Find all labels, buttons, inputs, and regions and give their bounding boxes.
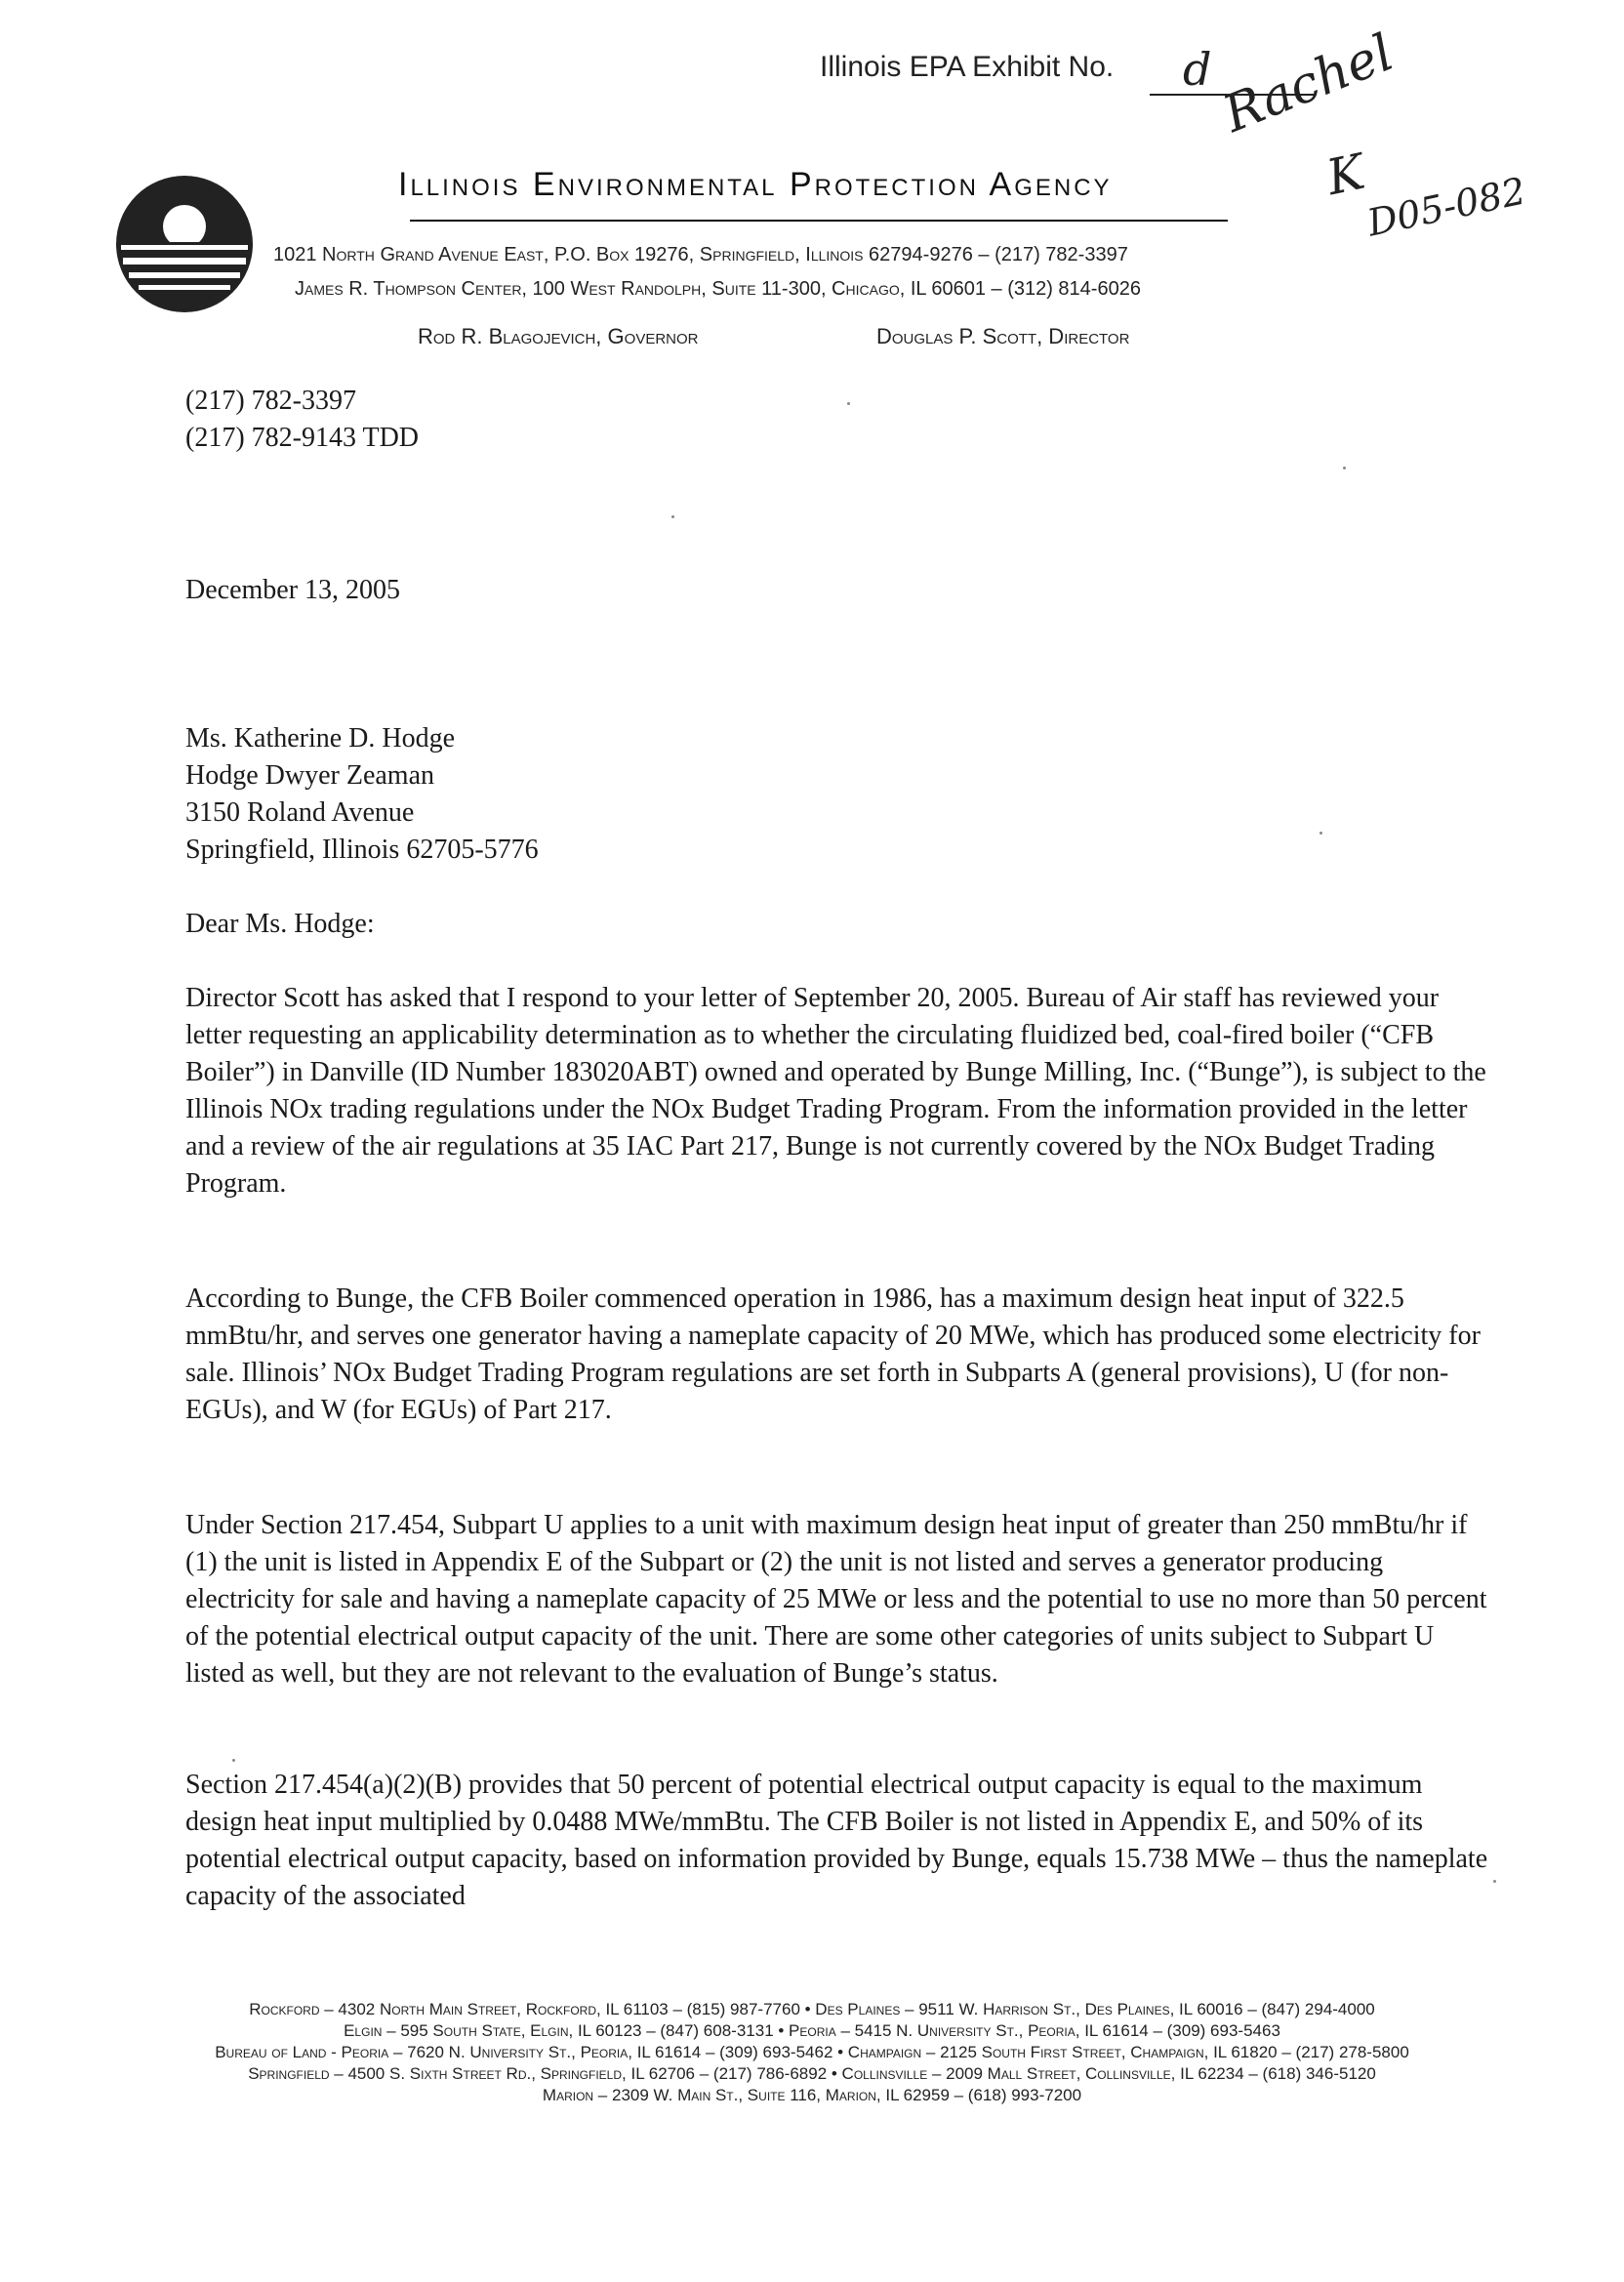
body-paragraph-3 (185, 1507, 1493, 1692)
letter-date: December 13, 2005 (185, 575, 401, 605)
scan-speck (1343, 467, 1346, 469)
scan-speck (232, 1759, 235, 1762)
address-chicago: James R. Thompson Center, 100 West Randolph, Suite 11-300, Chicago, IL 60601 – (312) 814-6026 (295, 278, 1141, 300)
scan-speck (1320, 832, 1322, 835)
footer-line: Springfield – 4500 S. Sixth Street Rd., Springfield, IL 62706 – (217) 786-6892 • Collinsville – 2009 Mall Street, Collinsville, IL 62234 – (618) 346-5120 (248, 2064, 1376, 2083)
handwritten-initial: K (1321, 143, 1369, 207)
recipient-address (185, 720, 1493, 869)
handwritten-name: Rachel (1215, 23, 1402, 144)
footer-line: Elgin – 595 South State, Elgin, IL 60123 – (847) 608-3131 • Peoria – 5415 N. University St., Peoria, IL 61614 – (309) 693-5463 (344, 2021, 1280, 2040)
address-springfield: 1021 North Grand Avenue East, P.O. Box 19276, Springfield, Illinois 62794-9276 – (217) 782-3397 (273, 244, 1128, 265)
recipient-city: Springfield, Illinois 62705-5776 (185, 835, 539, 865)
phone-block (185, 383, 1493, 457)
footer-line: Marion – 2309 W. Main St., Suite 116, Marion, IL 62959 – (618) 993-7200 (542, 2086, 1082, 2104)
director-name: Douglas P. Scott, Director (876, 324, 1130, 348)
body-paragraph-1 (185, 980, 1493, 1202)
agency-name: Illinois Environmental Protection Agency (398, 166, 1113, 203)
phone-main: (217) 782-3397 (185, 386, 356, 416)
exhibit-label: Illinois EPA Exhibit No. (820, 51, 1115, 83)
recipient-name: Ms. Katherine D. Hodge (185, 723, 456, 754)
agency-seal-logo (102, 166, 267, 322)
paragraph-text: According to Bunge, the CFB Boiler commenced operation in 1986, has a maximum design heat input of 322.5 mmBtu/hr, and serves one generator having a nameplate capacity of 20 MWe, which has produced some electricity for sale. Illinois’ NOx Budget Trading Program regulations are set forth in Subparts A (general provisions), U (for non-EGUs), and W (for EGUs) of Part 217. (185, 1284, 1481, 1425)
phone-tdd: (217) 782-9143 TDD (185, 423, 420, 453)
body-paragraph-2 (185, 1281, 1493, 1429)
recipient-firm: Hodge Dwyer Zeaman (185, 760, 435, 791)
exhibit-letter: d (1183, 43, 1212, 96)
scan-speck (671, 515, 674, 518)
governor-name: Rod R. Blagojevich, Governor (418, 324, 699, 348)
salutation: Dear Ms. Hodge: (185, 909, 375, 939)
paragraph-text: Under Section 217.454, Subpart U applies to a unit with maximum design heat input of greater than 250 mmBtu/hr if (1) the unit is listed in Appendix E of the Subpart or (2) the unit is not listed and serves a generator producing electricity for sale and having a nameplate capacity of 25 MWe or less and the potential to use no more than 50 percent of the potential electrical output capacity of the unit. There are some other categories of units subject to Subpart U listed as well, but they are not relevant to the evaluation of Bunge’s status. (185, 1510, 1487, 1689)
office-footer (39, 1999, 1585, 2106)
recipient-street: 3150 Roland Avenue (185, 797, 415, 828)
paragraph-text: Director Scott has asked that I respond to your letter of September 20, 2005. Bureau of Air staff has reviewed your letter requesting an applicability determination as to whether the circulating fluidized bed, coal-fired boiler (“CFB Boiler”) in Danville (ID Number 183020ABT) owned and operated by Bunge Milling, Inc. (“Bunge”), is subject to the Illinois NOx trading regulations under the NOx Budget Trading Program. From the information provided in the letter and a review of the air regulations at 35 IAC Part 217, Bunge is not currently covered by the NOx Budget Trading Program. (185, 983, 1486, 1199)
scan-speck (847, 402, 850, 405)
handwritten-number: D05-082 (1363, 169, 1529, 245)
paragraph-text: Section 217.454(a)(2)(B) provides that 50 percent of potential electrical output capacity is equal to the maximum design heat input multiplied by 0.0488 MWe/mmBtu. The CFB Boiler is not listed in Appendix E, and 50% of its potential electrical output capacity, based on information provided by Bunge, equals 15.738 MWe – thus the nameplate capacity of the associated (185, 1770, 1488, 1911)
scan-speck (1493, 1880, 1496, 1883)
agency-rule (410, 220, 1228, 222)
body-paragraph-4 (185, 1767, 1493, 1915)
footer-line: Bureau of Land - Peoria – 7620 N. University St., Peoria, IL 61614 – (309) 693-5462 • Champaign – 2125 South First Street, Champaign, IL 61820 – (217) 278-5800 (215, 2043, 1409, 2061)
footer-line: Rockford – 4302 North Main Street, Rockford, IL 61103 – (815) 987-7760 • Des Plaines – 9511 W. Harrison St., Des Plaines, IL 60016 – (847) 294-4000 (249, 2000, 1375, 2018)
